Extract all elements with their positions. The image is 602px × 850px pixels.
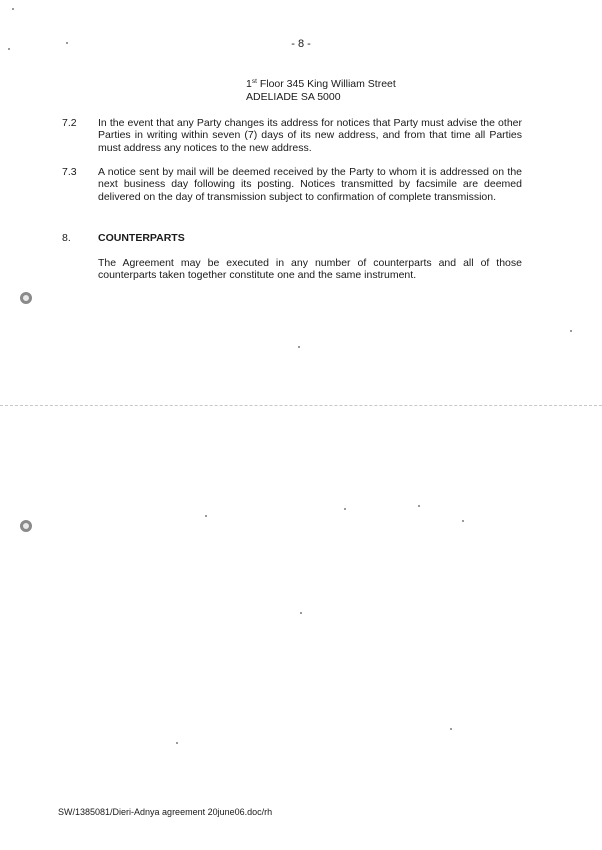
punch-hole-lower [20, 520, 32, 532]
scan-fold-line [0, 405, 602, 406]
scan-speck [176, 742, 178, 744]
scan-speck [66, 42, 68, 44]
scan-speck [300, 612, 302, 614]
section-text-counterparts: The Agreement may be executed in any number of counterparts and all of those counterparts taken together constitute one and the same instrument. [98, 257, 522, 282]
scan-speck [450, 728, 452, 730]
page-number: - 8 - [291, 38, 311, 50]
address-line-2: ADELIADE SA 5000 [246, 91, 341, 103]
document-footer-reference: SW/1385081/Dieri-Adnya agreement 20june06.doc/rh [58, 807, 273, 817]
floor-number: 1 [246, 78, 252, 90]
scan-speck [8, 48, 10, 50]
punch-hole-upper [20, 292, 32, 304]
scan-speck [344, 508, 346, 510]
floor-suffix: st [251, 78, 257, 85]
clause-number-7-2: 7.2 [62, 117, 77, 129]
scan-speck [205, 515, 207, 517]
clause-text-7-3: A notice sent by mail will be deemed received by the Party to whom it is addressed on the next business day following its posting. Notices transmitted by facsimile are deemed delivered on the day of transmission subject to confirmation of complete transmission. [98, 166, 522, 203]
scan-speck [12, 8, 14, 10]
section-number-8: 8. [62, 232, 71, 244]
scan-speck [418, 505, 420, 507]
section-heading-counterparts: COUNTERPARTS [98, 232, 185, 244]
scan-speck [462, 520, 464, 522]
scan-speck [570, 330, 572, 332]
clause-number-7-3: 7.3 [62, 166, 77, 178]
scan-speck [298, 346, 300, 348]
address-line-1-rest: Floor 345 King William Street [256, 78, 396, 90]
clause-text-7-2: In the event that any Party changes its address for notices that Party must advise the other Parties in writing within seven (7) days of its new address, and from that time all Parties must address any notices to the new address. [98, 117, 522, 154]
address-line-1 [246, 75, 396, 91]
address-block [246, 75, 396, 104]
